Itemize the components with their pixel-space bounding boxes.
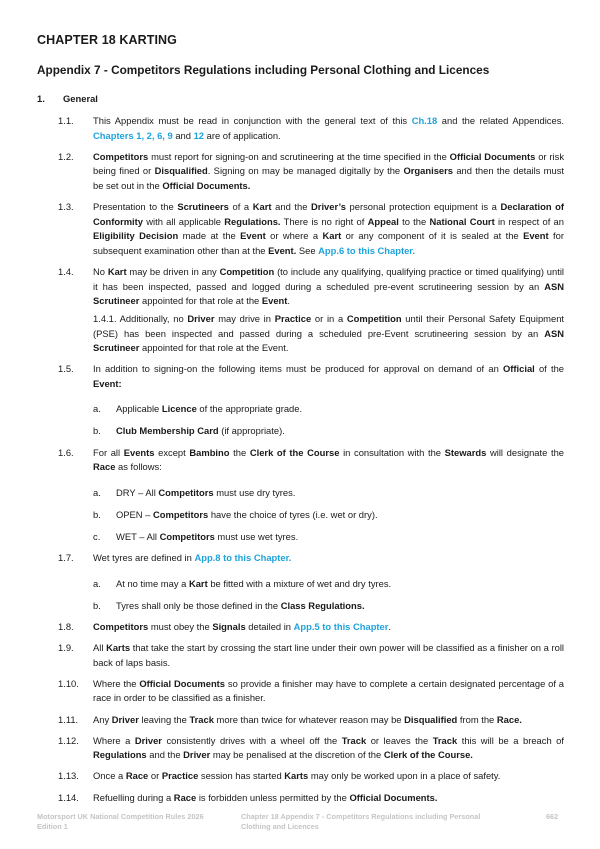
clause-1-1: 1.1. This Appendix must be read in conjunction with the general text of this Ch.18 and the related Appendices. Chapters 1, 2, 6, 9 and 12 are of application. (58, 115, 564, 141)
link-app5[interactable]: App.5 to this Chapter (293, 620, 389, 632)
clause-1-7: 1.7. Wet tyres are defined in App.8 to this Chapter. a. At no time may a Kart be fitted with a mixture of wet and dry tyres. b. Tyres shall only be those defined in the Class Regulations. (58, 551, 564, 613)
clause-1-11: 1.11. Any Driver leaving the Track more than twice for whatever reason may be Disqualified from the Race. (58, 713, 522, 725)
list-item: b. OPEN – Competitors have the choice of tyres (i.e. wet or dry). (93, 508, 378, 520)
clause-1-4-1: 1.4.1. Additionally, no Driver may drive in Practice or in a Competition until their Personal Safety Equipment (PSE) has been inspected and passed during a scheduled pre-Event scrutineering session by an ASN Scrutineer appointed for that role at the Event. (93, 312, 565, 354)
link-chapter-12[interactable]: 12 (193, 129, 205, 141)
clause-1-5: 1.5. In addition to signing-on the following items must be produced for approval on demand of an Official of the Event: a. Applicable Licence of the appropriate grade. b. Club Membership Card (if appropriate). (58, 362, 564, 439)
section-heading: 1. General (37, 93, 98, 104)
footer-left: Motorsport UK National Competition Rules 2026 Edition 1 (37, 812, 204, 831)
list-item: a. At no time may a Kart be fitted with a mixture of wet and dry tyres. (93, 577, 392, 589)
clause-1-10: 1.10. Where the Official Documents so provide a finisher may have to complete a certain designated percentage of a race in order to be classified as a finisher. (58, 677, 565, 704)
link-chapters[interactable]: Chapters 1, 2, 6, 9 (93, 129, 173, 141)
clause-1-9: 1.9. All Karts that take the start by crossing the start line under their own power will be classified as a finisher on a roll back of laps basis. (58, 641, 564, 668)
clause-1-13: 1.13. Once a Race or Practice session has started Karts may only be worked upon in a place of safety. (58, 770, 501, 782)
clause-1-2: 1.2. Competitors must report for signing-on and scrutineering at the time specified in the Official Documents or risk being fined or Disqualified. Signing on may be managed digitally by the Organisers and then the details must be set out in the Official Documents. (58, 150, 565, 191)
list-item: a. Applicable Licence of the appropriate grade. (93, 403, 303, 415)
appendix-title: Appendix 7 - Competitors Regulations including Personal Clothing and Licences (37, 63, 490, 77)
link-app6[interactable]: App.6 to this Chapter. (318, 244, 416, 256)
page-number: 662 (546, 812, 559, 821)
clause-1-3: 1.3. Presentation to the Scrutineers of a Kart and the Driver’s personal protection equipment is a Declaration of Conformity with all applicable Regulations. There is no right of Appeal to the National Court in respect of an Eligibility Decision made at the Event or where a Kart or any component of it is sealed at the Event for subsequent examination other than at the Event. See App.6 to this Chapter. (58, 201, 564, 256)
list-item: b. Tyres shall only be those defined in the Class Regulations. (93, 599, 365, 611)
link-ch18[interactable]: Ch.18 (411, 115, 438, 126)
list-item: a. DRY – All Competitors must use dry tyres. (93, 486, 296, 498)
list-item: c. WET – All Competitors must use wet tyres. (93, 530, 299, 542)
clause-1-6: 1.6. For all Events except Bambino the Clerk of the Course in consultation with the Stewards will designate the Race as follows: a. DRY – All Competitors must use dry tyres. b. OPEN – Competitors have the choice of tyres (i.e. wet or dry). c. WET – All Competitors must use wet tyres. (58, 446, 564, 545)
clause-1-12: 1.12. Where a Driver consistently drives with a wheel off the Track or leaves the Track this will be a breach of Regulations and the Driver may be penalised at the discretion of the Clerk of the Course. (58, 734, 564, 761)
link-app8[interactable]: App.8 to this Chapter. (194, 551, 292, 563)
regulations-body (58, 114, 564, 812)
clause-1-4: 1.4. No Kart may be driven in any Competition (to include any qualifying, qualifying practice or timed qualifying) until it has been inspected, passed and logged during a scheduled pre-event scrutineering session by an ASN Scrutineer appointed for that role at the Event. 1.4.1. Additionally, no Driver may drive in Practice or in a Competition until their Personal Safety Equipment (PSE) has been inspected and passed during a scheduled pre-Event scrutineering session by an ASN Scrutineer appointed for that role at the Event. (58, 265, 564, 356)
list-item: b. Club Membership Card (if appropriate). (93, 425, 285, 437)
clause-1-8: 1.8. Competitors must obey the Signals detailed in App.5 to this Chapter. (58, 620, 392, 632)
footer-center: Chapter 18 Appendix 7 - Competitors Regulations including Personal Clothing and Licences (241, 812, 481, 831)
chapter-title: CHAPTER 18 KARTING (37, 33, 178, 47)
clause-1-14: 1.14. Refuelling during a Race is forbidden unless permitted by the Official Documents. (58, 791, 438, 803)
